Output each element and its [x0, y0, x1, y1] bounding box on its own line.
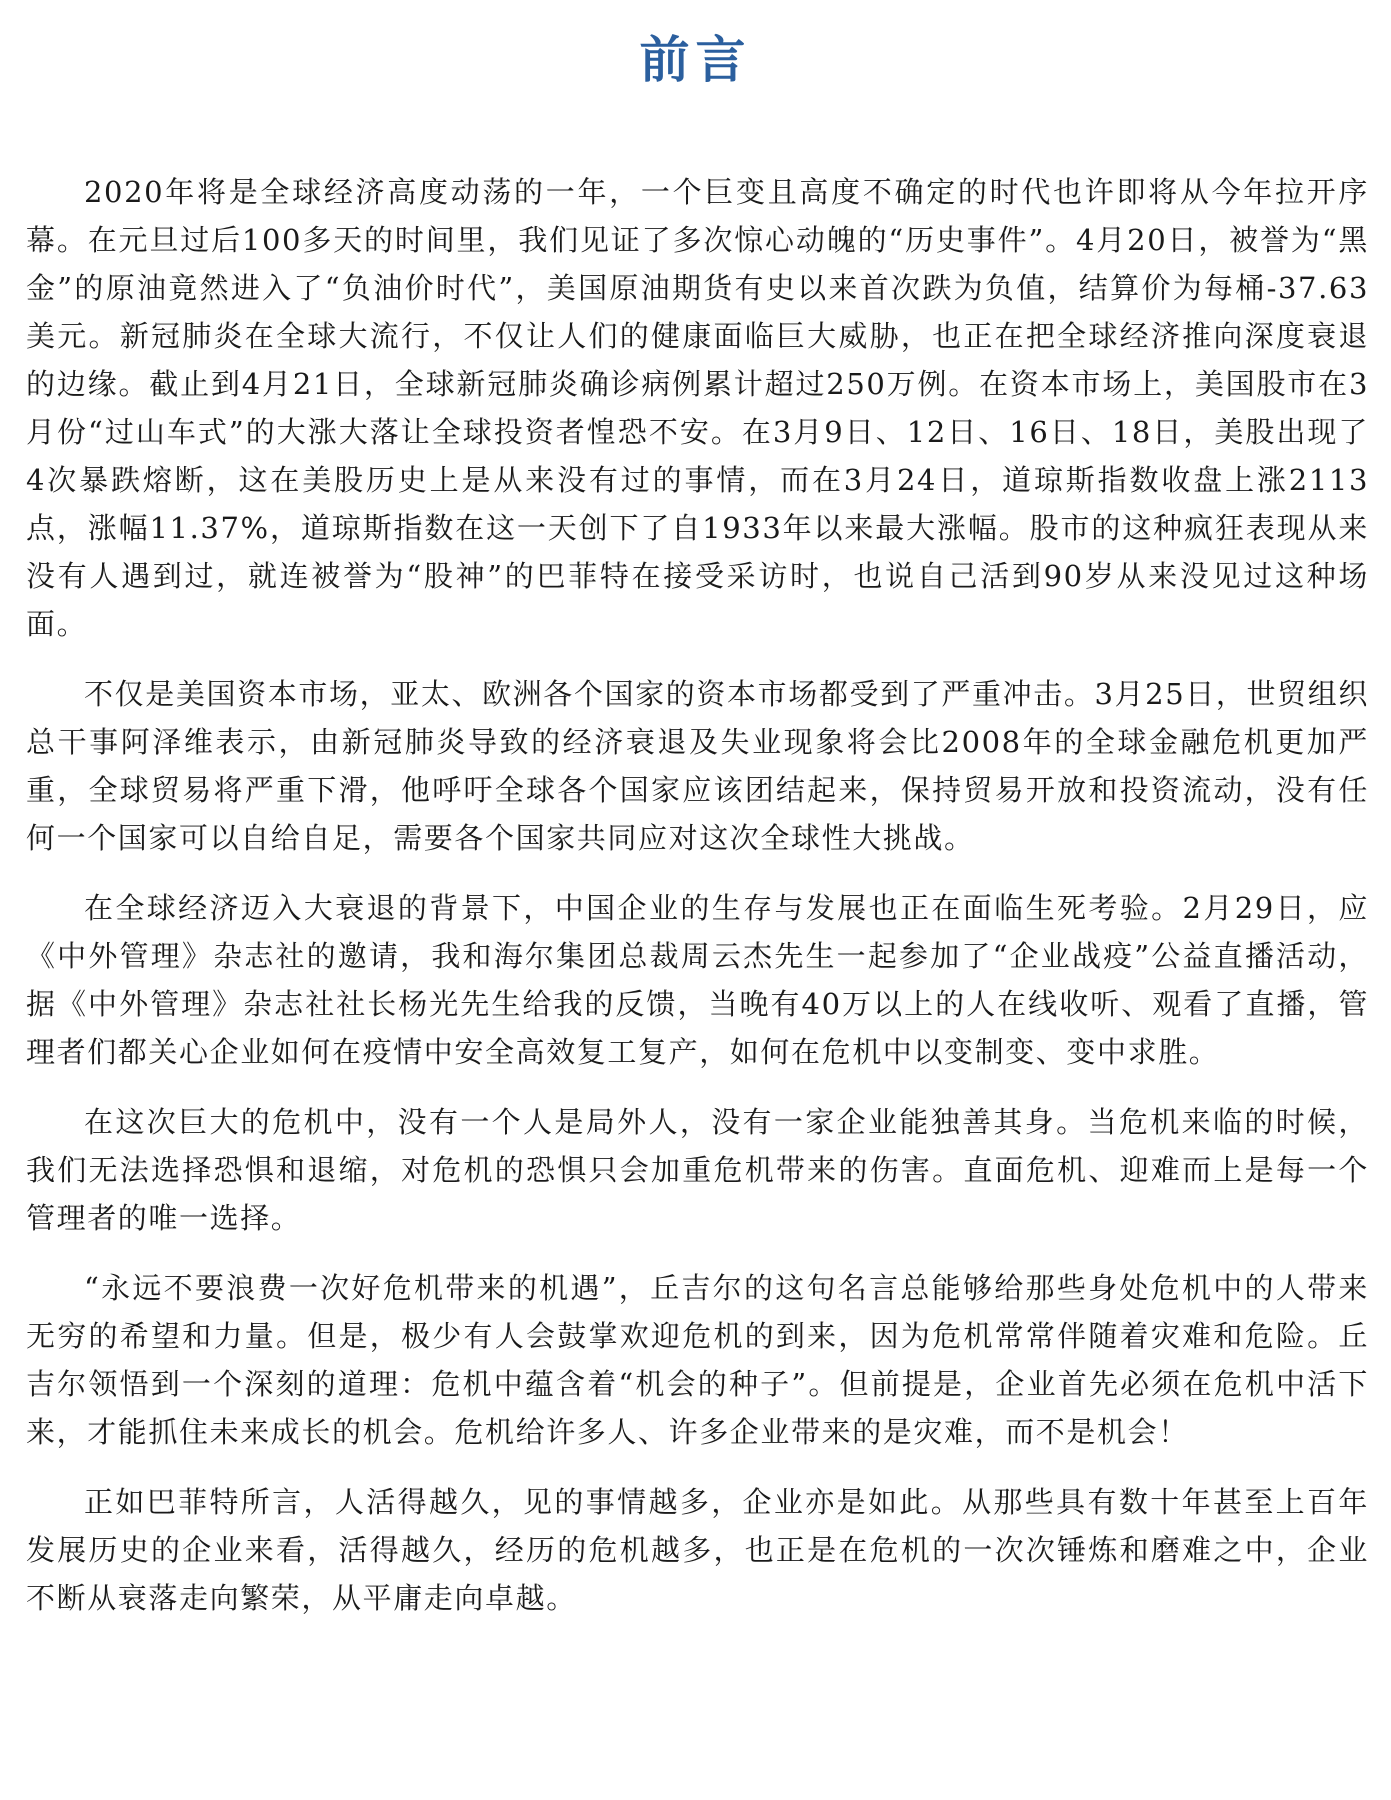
page-title: 前言 [639, 30, 752, 89]
paragraph-5: “永远不要浪费一次好危机带来的机遇”，丘吉尔的这句名言总能够给那些身处危机中的人带来无穷的希望和力量。但是，极少有人会鼓掌欢迎危机的到来，因为危机常常伴随着灾难和危险。丘吉尔领悟到一个深刻的道理：危机中蕴含着“机会的种子”。但前提是，企业首先必须在危机中活下来，才能抓住未来成长的机会。危机给许多人、许多企业带来的是灾难，而不是机会！ [26, 1271, 1369, 1449]
preface-body [26, 168, 1369, 1644]
paragraph-6: 正如巴菲特所言，人活得越久，见的事情越多，企业亦是如此。从那些具有数十年甚至上百年发展历史的企业来看，活得越久，经历的危机越多，也正是在危机的一次次锤炼和磨难之中，企业不断从衰落走向繁荣，从平庸走向卓越。 [26, 1485, 1369, 1615]
paragraph-4: 在这次巨大的危机中，没有一个人是局外人，没有一家企业能独善其身。当危机来临的时候，我们无法选择恐惧和退缩，对危机的恐惧只会加重危机带来的伤害。直面危机、迎难而上是每一个管理者的唯一选择。 [26, 1105, 1369, 1235]
paragraph-3: 在全球经济迈入大衰退的背景下，中国企业的生存与发展也正在面临生死考验。2月29日，应《中外管理》杂志社的邀请，我和海尔集团总裁周云杰先生一起参加了“企业战疫”公益直播活动，据《中外管理》杂志社社长杨光先生给我的反馈，当晚有40万以上的人在线收听、观看了直播，管理者们都关心企业如何在疫情中安全高效复工复产，如何在危机中以变制变、变中求胜。 [26, 891, 1369, 1069]
paragraph-1: 2020年将是全球经济高度动荡的一年，一个巨变且高度不确定的时代也许即将从今年拉开序幕。在元旦过后100多天的时间里，我们见证了多次惊心动魄的“历史事件”。4月20日，被誉为“黑金”的原油竟然进入了“负油价时代”，美国原油期货有史以来首次跌为负值，结算价为每桶-37.63美元。新冠肺炎在全球大流行，不仅让人们的健康面临巨大威胁，也正在把全球经济推向深度衰退的边缘。截止到4月21日，全球新冠肺炎确诊病例累计超过250万例。在资本市场上，美国股市在3月份“过山车式”的大涨大落让全球投资者惶恐不安。在3月9日、12日、16日、18日，美股出现了4次暴跌熔断，这在美股历史上是从来没有过的事情，而在3月24日，道琼斯指数收盘上涨2113点，涨幅11.37%，道琼斯指数在这一天创下了自1933年以来最大涨幅。股市的这种疯狂表现从来没有人遇到过，就连被誉为“股神”的巴菲特在接受采访时，也说自己活到90岁从来没见过这种场面。 [26, 175, 1369, 641]
paragraph-2: 不仅是美国资本市场，亚太、欧洲各个国家的资本市场都受到了严重冲击。3月25日，世贸组织总干事阿泽维表示，由新冠肺炎导致的经济衰退及失业现象将会比2008年的全球金融危机更加严重，全球贸易将严重下滑，他呼吁全球各个国家应该团结起来，保持贸易开放和投资流动，没有任何一个国家可以自给自足，需要各个国家共同应对这次全球性大挑战。 [26, 677, 1369, 855]
